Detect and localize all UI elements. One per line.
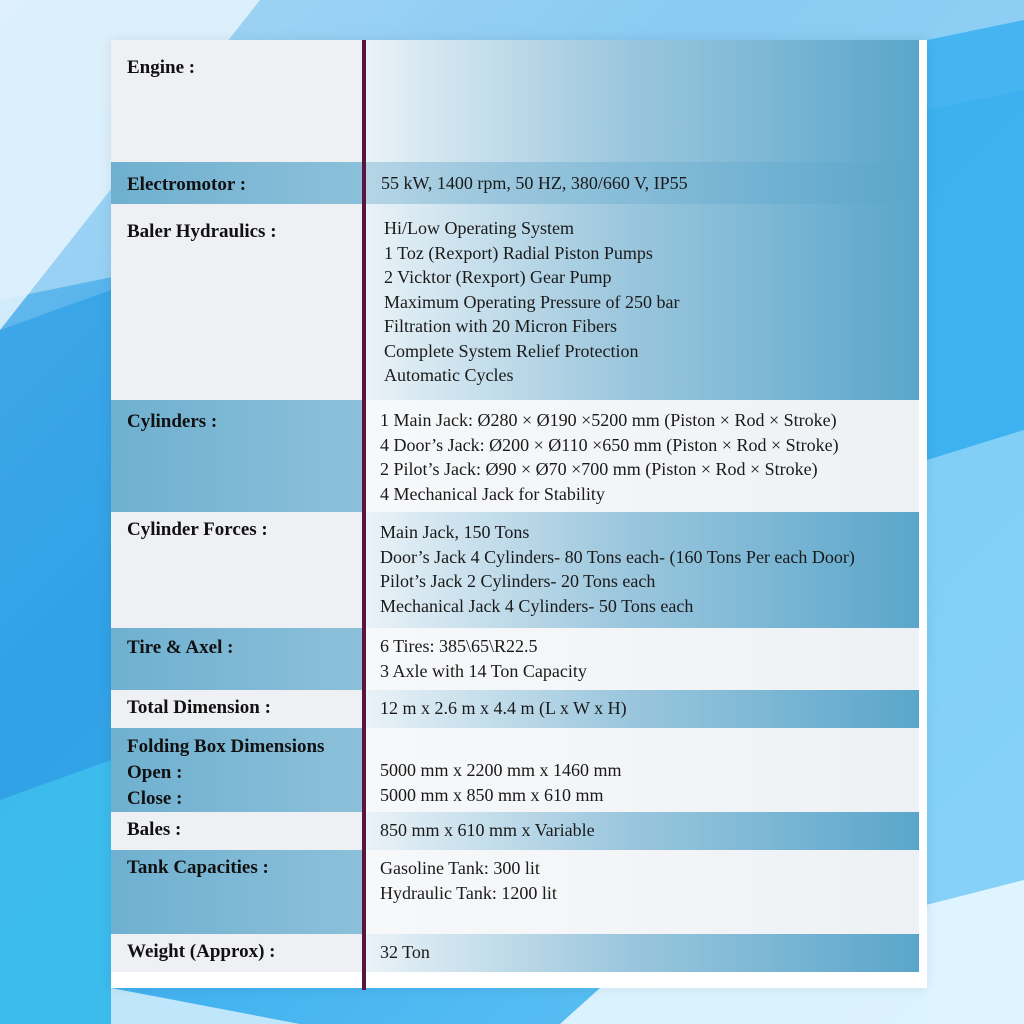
- spec-values: [380, 818, 595, 843]
- spec-values: [380, 408, 839, 506]
- spec-values: [380, 634, 587, 683]
- spec-label: Open :: [127, 762, 183, 783]
- spec-value: 32 Ton: [380, 942, 430, 962]
- spec-value: 4 Door’s Jack: Ø200 × Ø110 ×650 mm (Piston × Rod × Stroke): [380, 434, 839, 455]
- spec-value: 12 m x 2.6 m x 4.4 m (L x W x H): [380, 698, 627, 718]
- spec-row-tank-capacities-fill: [366, 850, 919, 934]
- spec-value: Maximum Operating Pressure of 250 bar: [384, 291, 680, 312]
- spec-label: Close :: [127, 788, 183, 809]
- spec-label: Tank Capacities :: [127, 857, 269, 878]
- column-divider: [362, 40, 366, 990]
- spec-label: Electromotor :: [127, 174, 247, 195]
- spec-values: [380, 758, 622, 807]
- spec-row-engine-fill: [366, 40, 919, 162]
- spec-label: Cylinders :: [127, 411, 218, 432]
- spec-row-baler-hydraulics-fill: [366, 204, 919, 400]
- spec-label-group: [127, 734, 324, 812]
- spec-row-weight-fill: [366, 934, 919, 972]
- spec-row-total-dimension-fill: [366, 690, 919, 728]
- spec-value: 5000 mm x 2200 mm x 1460 mm: [380, 760, 622, 780]
- spec-value: 4 Mechanical Jack for Stability: [380, 483, 605, 504]
- spec-value: 850 mm x 610 mm x Variable: [380, 820, 595, 840]
- spec-value: 3 Axle with 14 Ton Capacity: [380, 660, 587, 681]
- spec-label: Total Dimension :: [127, 697, 271, 718]
- spec-value: Mechanical Jack 4 Cylinders- 50 Tons each: [380, 595, 694, 616]
- spec-value: 1 Main Jack: Ø280 × Ø190 ×5200 mm (Piston × Rod × Stroke): [380, 410, 837, 430]
- spec-row-cylinders-fill: [366, 400, 919, 512]
- spec-label: Engine :: [127, 57, 196, 78]
- spec-value: Hydraulic Tank: 1200 lit: [380, 882, 557, 903]
- spec-value: Pilot’s Jack 2 Cylinders- 20 Tons each: [380, 571, 656, 591]
- spec-label: Cylinder Forces :: [127, 519, 268, 540]
- spec-label: Folding Box Dimensions: [127, 736, 325, 757]
- spec-label: Weight (Approx) :: [127, 941, 276, 962]
- spec-value: Automatic Cycles: [384, 365, 514, 385]
- spec-row-cylinder-forces-fill: [366, 512, 919, 628]
- spec-label: Tire & Axel :: [127, 637, 234, 658]
- spec-row-folding-box-fill: [366, 728, 919, 812]
- spec-value: Gasoline Tank: 300 lit: [380, 858, 540, 878]
- spec-value: Hi/Low Operating System: [384, 218, 574, 238]
- spec-values: [380, 856, 557, 905]
- spec-values: [381, 171, 688, 196]
- spec-value: Door’s Jack 4 Cylinders- 80 Tons each- (160 Tons Per each Door): [380, 546, 855, 567]
- spec-value: 5000 mm x 850 mm x 610 mm: [380, 784, 604, 805]
- spec-values: [380, 696, 627, 721]
- spec-label: Bales :: [127, 819, 182, 840]
- spec-values: [384, 216, 679, 388]
- spec-value: 1 Toz (Rexport) Radial Piston Pumps: [384, 242, 653, 263]
- spec-value: 6 Tires: 385\65\R22.5: [380, 636, 538, 656]
- spec-row-tire-axel-fill: [366, 628, 919, 690]
- spec-row-bales-fill: [366, 812, 919, 850]
- spec-value: 2 Vicktor (Rexport) Gear Pump: [384, 267, 612, 287]
- spec-row-electromotor: [111, 162, 919, 204]
- spec-value: Main Jack, 150 Tons: [380, 522, 530, 542]
- spec-value: Complete System Relief Protection: [384, 340, 639, 361]
- spec-values: [380, 940, 430, 965]
- spec-label: Baler Hydraulics :: [127, 221, 277, 242]
- spec-value: Filtration with 20 Micron Fibers: [384, 316, 617, 336]
- spec-value: 2 Pilot’s Jack: Ø90 × Ø70 ×700 mm (Piston × Rod × Stroke): [380, 459, 818, 479]
- spec-values: [380, 520, 855, 618]
- spec-value: 55 kW, 1400 rpm, 50 HZ, 380/660 V, IP55: [381, 173, 688, 193]
